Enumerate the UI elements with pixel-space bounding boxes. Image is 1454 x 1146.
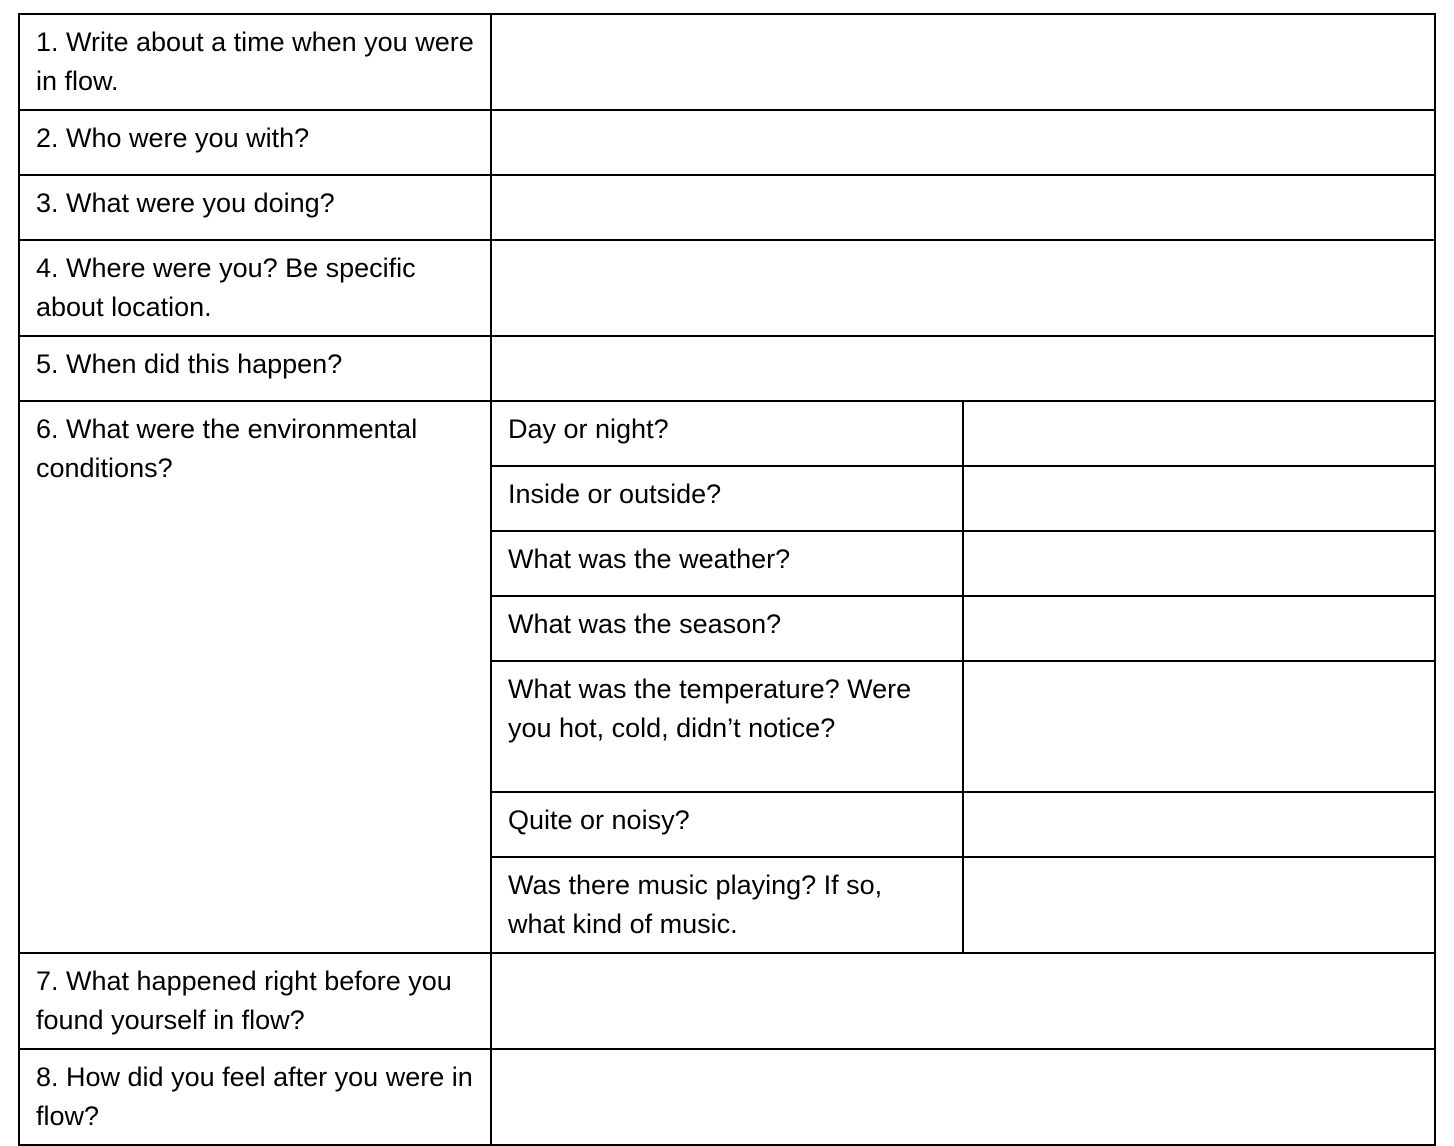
question-row-1: [19, 14, 1435, 110]
question-label: 2. Who were you with?: [19, 110, 491, 175]
question-label: 5. When did this happen?: [19, 336, 491, 401]
question-row-2: [19, 110, 1435, 175]
question-label: 1. Write about a time when you were in flow.: [19, 14, 491, 110]
env-sub-label: What was the weather?: [491, 531, 963, 596]
env-sub-label: Inside or outside?: [491, 466, 963, 531]
env-row-day-night: [19, 401, 1435, 466]
answer-cell-3[interactable]: [491, 175, 1435, 240]
env-answer-cell[interactable]: [963, 857, 1435, 953]
env-answer-cell[interactable]: [963, 596, 1435, 661]
question-row-8: [19, 1049, 1435, 1145]
answer-cell-2[interactable]: [491, 110, 1435, 175]
env-answer-cell[interactable]: [963, 661, 1435, 792]
question-row-3: [19, 175, 1435, 240]
env-answer-cell[interactable]: [963, 792, 1435, 857]
question-label: 7. What happened right before you found yourself in flow?: [19, 953, 491, 1049]
flow-worksheet-table: [18, 13, 1436, 1146]
answer-cell-5[interactable]: [491, 336, 1435, 401]
answer-cell-1[interactable]: [491, 14, 1435, 110]
question-row-5: [19, 336, 1435, 401]
question-label: 6. What were the environmental conditions?: [19, 401, 491, 953]
answer-cell-8[interactable]: [491, 1049, 1435, 1145]
env-sub-label: Was there music playing? If so, what kind of music.: [491, 857, 963, 953]
env-sub-label: Day or night?: [491, 401, 963, 466]
question-label: 8. How did you feel after you were in flow?: [19, 1049, 491, 1145]
question-row-4: [19, 240, 1435, 336]
env-answer-cell[interactable]: [963, 401, 1435, 466]
env-sub-label: What was the season?: [491, 596, 963, 661]
env-answer-cell[interactable]: [963, 531, 1435, 596]
question-label: 4. Where were you? Be specific about location.: [19, 240, 491, 336]
question-label: 3. What were you doing?: [19, 175, 491, 240]
question-row-7: [19, 953, 1435, 1049]
answer-cell-4[interactable]: [491, 240, 1435, 336]
env-sub-label: What was the temperature? Were you hot, cold, didn’t notice?: [491, 661, 963, 792]
env-sub-label: Quite or noisy?: [491, 792, 963, 857]
answer-cell-7[interactable]: [491, 953, 1435, 1049]
env-answer-cell[interactable]: [963, 466, 1435, 531]
